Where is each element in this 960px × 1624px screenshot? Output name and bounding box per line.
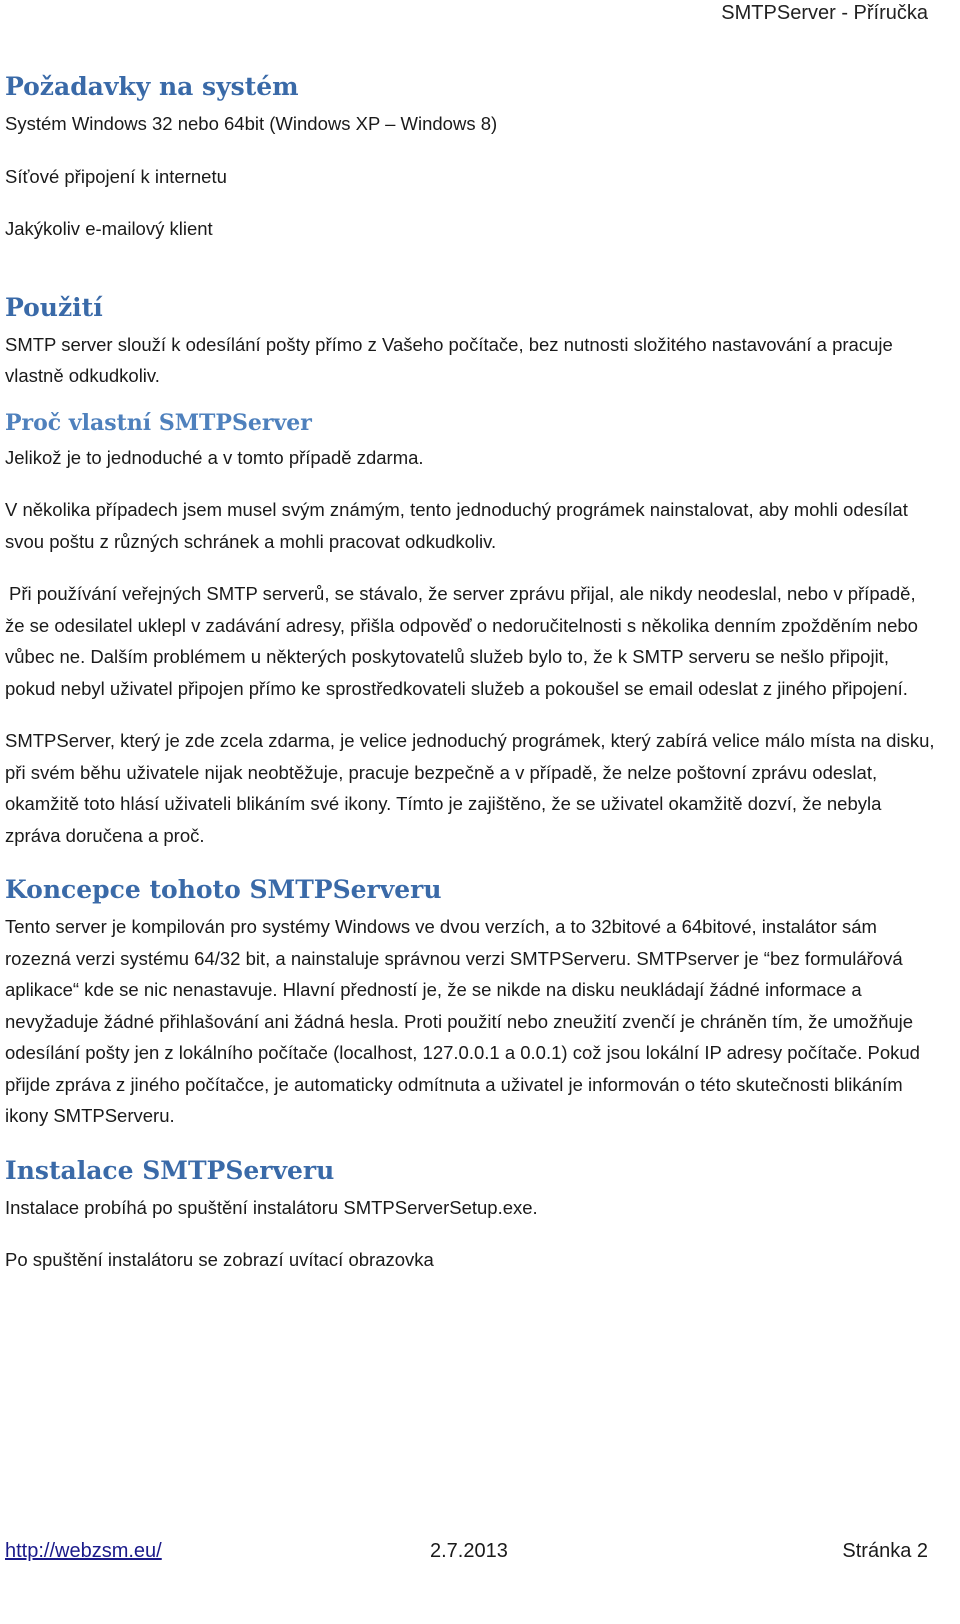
- concept-paragraph: Tento server je kompilován pro systémy Windows ve dvou verzích, a to 32bitové a 64bitové, instalátor sám rozezná verzi systému 64/32 bit, a nainstaluje správnou verzi SMTPServeru. SMTPserver je “bez formulářová aplikace“ kde se nic nenastavuje. Hlavní předností je, že se nikde na disku neukládají žádné informace a nevyžaduje žádné přihlašování ani žádná hesla. Proti použití nebo zneužití zvenčí je chráněn tím, že umožňuje odesílání pošty jen z lokálního počítače (localhost, 127.0.0.1 a 0.0.1) což jsou lokální IP adresy počítače. Pokud přijde zpráva z jiného počítačce, je automaticky odmítnuta a uživatel je informován o této skutečnosti blikáním ikony SMTPServeru.: [5, 916, 920, 1126]
- install-paragraph-2: Po spuštění instalátoru se zobrazí uvítací obrazovka: [5, 1249, 434, 1270]
- heading-install: Instalace SMTPServeru: [5, 1155, 335, 1185]
- usage-paragraph: SMTP server slouží k odesílání pošty přímo z Vašeho počítače, bez nutnosti složitého nastavování a pracuje vlastně odkudkoliv.: [5, 333, 893, 386]
- install-paragraph-1: Instalace probíhá po spuštění instalátoru SMTPServerSetup.exe.: [5, 1196, 538, 1218]
- footer-date: 2.7.2013: [430, 1540, 508, 1562]
- heading-why: Proč vlastní SMTPServer: [5, 409, 312, 436]
- why-paragraph-3: Při používání veřejných SMTP serverů, se stávalo, že server zprávu přijal, ale nikdy neodeslal, nebo v případě, že se odesilatel uklepl v zadávání adresy, přišla odpověď o nedoručitelnosti s několika denním zpožděním nebo vůbec ne. Dalším problémem u některých poskytovatelů služeb bylo to, že k SMTP serveru se nešlo připojit, pokud nebyl uživatel připojen přímo ke sprostředkovateli služeb a pokoušel se email odeslat z jiného připojení.: [5, 583, 918, 699]
- footer-website-link[interactable]: http://webzsm.eu/: [5, 1540, 162, 1562]
- requirement-mail-client: Jakýkoliv e-mailový klient: [5, 218, 213, 239]
- document-body: [5, 70, 935, 1276]
- footer-page-number: Stránka 2: [842, 1540, 928, 1562]
- why-paragraph-1: Jelikož je to jednoduché a v tomto případě zdarma.: [5, 446, 424, 468]
- page-footer: [5, 1540, 928, 1570]
- heading-usage: Použití: [5, 292, 103, 322]
- requirement-os: Systém Windows 32 nebo 64bit (Windows XP – Windows 8): [5, 113, 498, 134]
- requirement-network: Síťové připojení k internetu: [5, 165, 227, 187]
- page-header: SMTPServer - Příručka: [721, 2, 928, 24]
- heading-concept: Koncepce tohoto SMTPServeru: [5, 875, 442, 904]
- why-paragraph-4: SMTPServer, který je zde zcela zdarma, je velice jednoduchý prográmek, který zabírá velice málo místa na disku, při svém běhu uživatele nijak neobtěžuje, pracuje bezpečně a v případě, že nelze poštovní zprávu odeslat, okamžitě toto hlásí uživateli blikáním své ikony. Tímto je zajištěno, že se uživatel okamžitě dozví, že nebyla zpráva doručena a proč.: [5, 730, 935, 846]
- heading-requirements: Požadavky na systém: [5, 72, 299, 101]
- why-paragraph-2: V několika případech jsem musel svým známým, tento jednoduchý prográmek nainstalovat, aby mohli odesílat svou poštu z různých schránek a mohli pracovat odkudkoliv.: [5, 499, 908, 552]
